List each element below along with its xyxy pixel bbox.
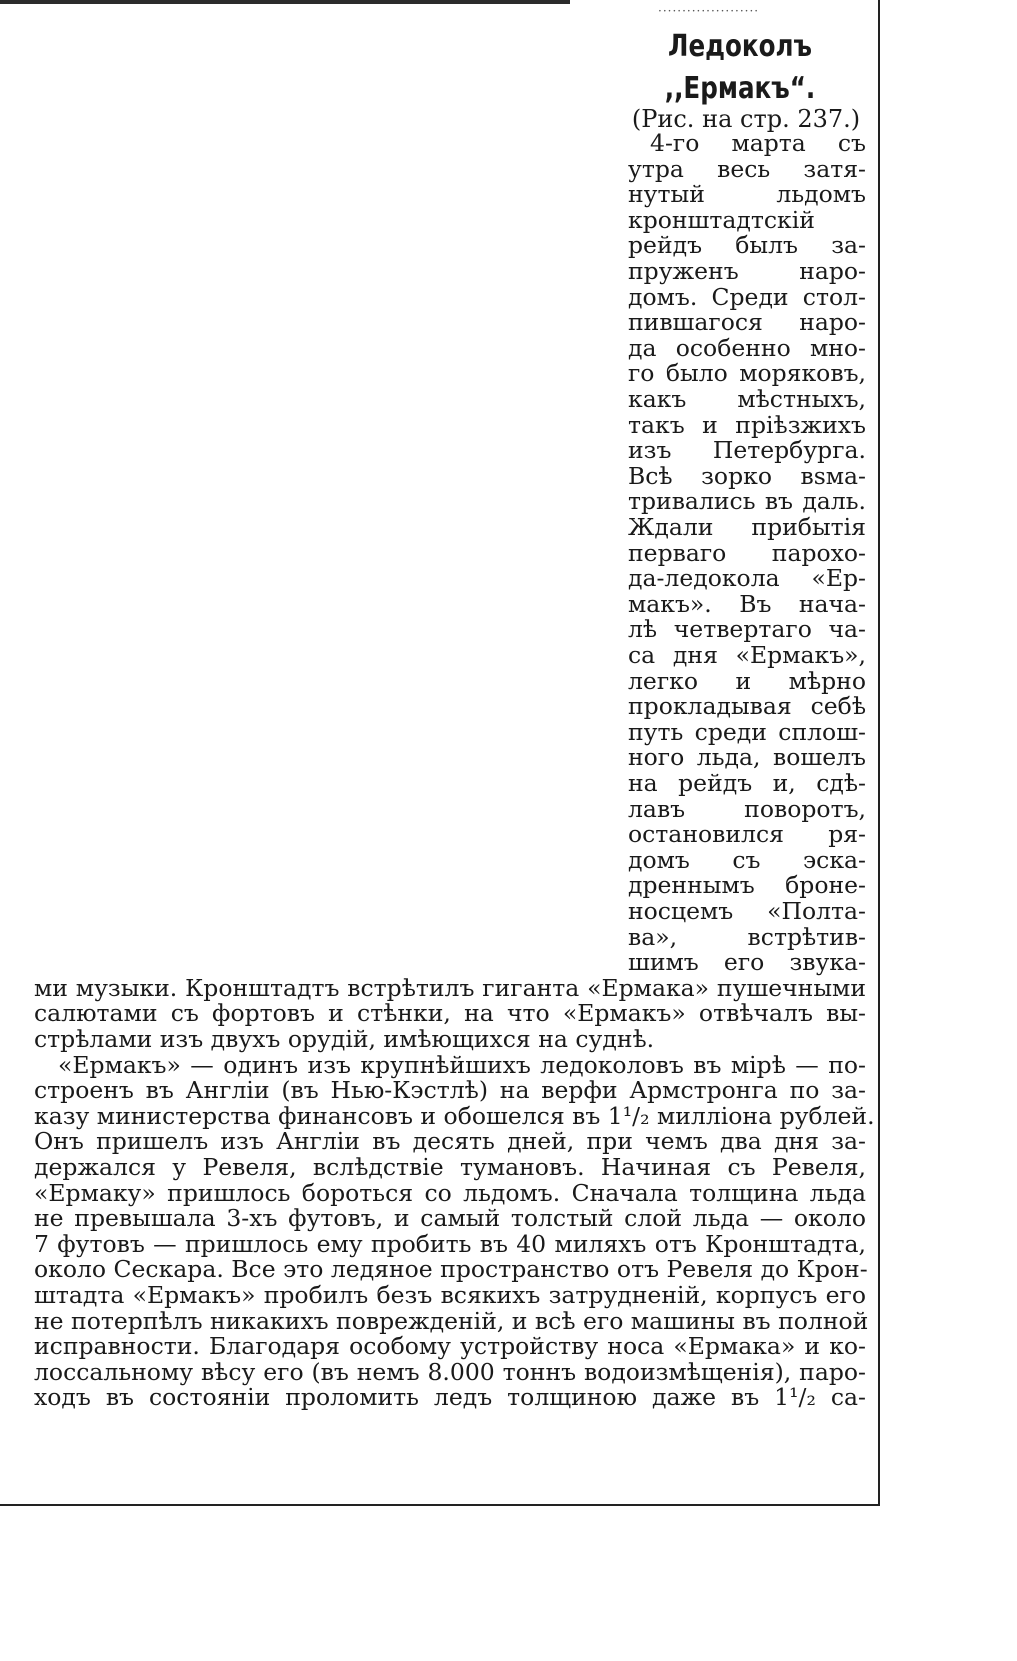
narrow-text-line: домъ. Среди стол- [628, 282, 866, 311]
full-text-line: около Сескара. Все это ледяное пространство отъ Ревеля до Крон- [34, 1255, 868, 1284]
narrow-text-line: ва», встрѣтив- [628, 922, 866, 951]
narrow-text-line: да особенно мно- [628, 333, 866, 362]
full-text-line: не превышала 3-хъ футовъ, и самый толстый слой льда — около [34, 1204, 866, 1233]
narrow-text-line: тривались въ даль. [628, 487, 866, 516]
full-text-line: 7 футовъ — пришлось ему пробить въ 40 миляхъ отъ Кронштадта, [34, 1229, 866, 1258]
narrow-text-line: перваго парохо- [628, 538, 866, 567]
article-title-line-2: ,,Ермакъ“. [664, 71, 816, 106]
narrow-text-line: 4-го марта съ [650, 129, 866, 157]
narrow-text-line: Всѣ зорко вsма- [628, 461, 866, 490]
narrow-text-line: пившагося наро- [628, 308, 866, 337]
narrow-text-line: утра весь затя- [628, 154, 866, 183]
narrow-text-line: прокладывая себѣ [628, 692, 866, 721]
full-text-line: штадта «Ермакъ» пробилъ безъ всякихъ затрудненій, корпусъ его [34, 1281, 866, 1309]
narrow-text-line: кронштадтскій [628, 205, 815, 234]
narrow-text-line: остановился ря- [628, 820, 866, 849]
narrow-text-line: изъ Петербурга. [628, 436, 866, 465]
narrow-text-line: носцемъ «Полта- [628, 897, 866, 925]
narrow-text-line: рейдъ былъ за- [628, 231, 866, 260]
full-text-line: держался у Ревеля, вслѣдствіе тумановъ. Начиная съ Ревеля, [34, 1153, 866, 1181]
article-title-line-1: Ледоколъ [668, 29, 812, 64]
narrow-text-line: путь среди сплош- [628, 717, 866, 746]
narrow-text-line: дреннымъ броне- [628, 871, 866, 900]
full-text-line: салютами съ фортовъ и стѣнки, на что «Ермакъ» отвѣчалъ вы- [34, 999, 866, 1028]
narrow-text-line: домъ съ эска- [628, 845, 866, 874]
narrow-text-line: легко и мѣрно [628, 666, 866, 695]
page-frame-right [878, 0, 880, 1506]
figure-reference: (Рис. на стр. 237.) [631, 105, 861, 133]
narrow-text-line: лѣ четвертаго ча- [628, 615, 866, 644]
full-text-line: стрѣлами изъ двухъ орудій, имѣющихся на суднѣ. [34, 1025, 655, 1053]
narrow-text-line: какъ мѣстныхъ, [628, 385, 866, 413]
photo-edge [0, 0, 570, 4]
full-text-line: казу министерства финансовъ и обошелся въ 1¹/₂ милліона рублей. [34, 1101, 875, 1130]
page-frame-bottom [0, 1504, 880, 1506]
full-text-line: «Ермакъ» — одинъ изъ крупнѣйшихъ ледоколовъ въ мірѣ — по- [58, 1050, 866, 1079]
full-text-line: не потерпѣлъ никакихъ поврежденій, и всѣ его машины въ полной [34, 1306, 869, 1335]
narrow-text-line: макъ». Въ нача- [628, 589, 866, 618]
full-text-line: исправности. Благодаря особому устройству носа «Ермака» и ко- [34, 1332, 866, 1361]
narrow-text-line: пруженъ наро- [628, 257, 866, 285]
full-text-line: строенъ въ Англіи (въ Нью-Кэстлѣ) на верфи Армстронга по за- [34, 1076, 866, 1105]
narrow-text-line: такъ и пріѣзжихъ [628, 410, 866, 439]
narrow-text-line: Ждали прибытія [628, 513, 866, 541]
narrow-text-line: да-ледокола «Ер- [628, 564, 866, 593]
full-text-line: «Ермаку» пришлось бороться со льдомъ. Сначала толщина льда [34, 1178, 866, 1207]
article-title [638, 26, 843, 110]
narrow-text-line: на рейдъ и, сдѣ- [628, 769, 866, 797]
full-text-line: Онъ пришелъ изъ Англіи въ десять дней, при чемъ два дня за- [34, 1127, 866, 1156]
narrow-text-line: шимъ его звука- [628, 948, 866, 977]
narrow-text-line: лавъ поворотъ, [628, 794, 866, 823]
full-text-line: ходъ въ состояніи проломить ледъ толщиною даже въ 1¹/₂ са- [34, 1383, 866, 1412]
narrow-text-line: го было моряковъ, [628, 359, 866, 388]
full-text-line: лоссальному вѣсу его (въ немъ 8.000 тоннъ водоизмѣщенія), паро- [34, 1357, 866, 1386]
illustration-area [10, 8, 610, 1008]
narrow-text-line: са дня «Ермакъ», [628, 641, 866, 669]
narrow-text-line: нутый льдомъ [628, 180, 866, 209]
narrow-text-line: ного льда, вошелъ [628, 743, 866, 772]
full-text-line: ми музыки. Кронштадтъ встрѣтилъ гиганта «Ермака» пушечными [34, 973, 866, 1002]
decorative-rule: ····················· [658, 4, 760, 18]
